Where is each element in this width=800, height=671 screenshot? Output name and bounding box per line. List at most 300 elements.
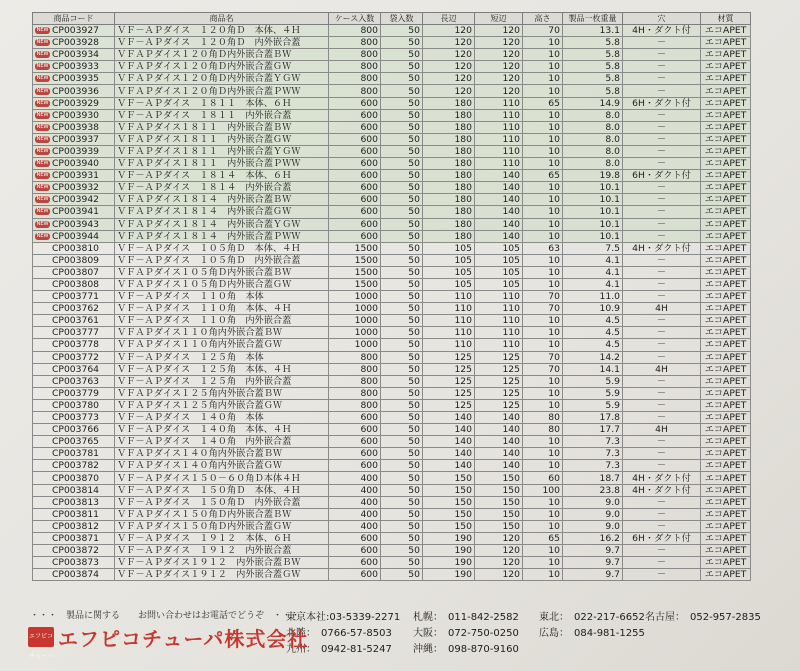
table-row (33, 73, 751, 85)
product-code: CP003873 (52, 557, 100, 569)
cell-name: ＶＦＡＰダイス１８１１ 内外嵌合蓋ＰＷＷ (115, 158, 329, 170)
cell-name: ＶＦＡＰダイス１８１４ 内外嵌合蓋ＧＷ (115, 206, 329, 218)
new-badge: NEW (36, 232, 49, 239)
header-material: 材質 (701, 13, 751, 25)
new-badge: NEW (36, 160, 49, 167)
table-row (33, 49, 751, 61)
cell-bag-qty: 50 (381, 278, 423, 290)
cell-code (33, 194, 115, 206)
cell-short-side: 125 (475, 351, 523, 363)
cell-long-side: 180 (423, 145, 475, 157)
cell-code (33, 206, 115, 218)
cell-case-qty: 800 (329, 73, 381, 85)
cell-holes: － (623, 557, 701, 569)
table-row (33, 545, 751, 557)
product-code: CP003814 (52, 484, 100, 496)
cell-name: ＶＦ－ＡＰダイス１５０－６０角Ｄ本体４Ｈ (115, 472, 329, 484)
cell-long-side: 180 (423, 170, 475, 182)
cell-case-qty: 600 (329, 412, 381, 424)
table-row (33, 37, 751, 49)
cell-code (33, 73, 115, 85)
table-row (33, 436, 751, 448)
cell-name: ＶＦ－ＡＰダイス １５０角Ｄ 内外嵌合蓋 (115, 496, 329, 508)
cell-bag-qty: 50 (381, 496, 423, 508)
cell-code (33, 158, 115, 170)
table-row (33, 460, 751, 472)
cell-case-qty: 600 (329, 424, 381, 436)
cell-code (33, 399, 115, 411)
cell-short-side: 105 (475, 278, 523, 290)
cell-short-side: 140 (475, 412, 523, 424)
cell-weight: 14.1 (563, 363, 623, 375)
cell-short-side: 140 (475, 170, 523, 182)
table-body (33, 25, 751, 581)
cell-short-side: 140 (475, 424, 523, 436)
cell-material: エコAPET (701, 37, 751, 49)
phone-osaka: 大阪： 072-750-0250 (413, 628, 519, 639)
product-code: CP003761 (52, 315, 100, 327)
cell-height: 10 (523, 557, 563, 569)
header-product-code: 商品コード (33, 13, 115, 25)
cell-long-side: 180 (423, 121, 475, 133)
cell-height: 10 (523, 133, 563, 145)
cell-weight: 5.8 (563, 61, 623, 73)
cell-height: 80 (523, 412, 563, 424)
cell-height: 10 (523, 194, 563, 206)
cell-weight: 5.8 (563, 85, 623, 97)
cell-long-side: 190 (423, 545, 475, 557)
cell-name: ＶＦ－ＡＰダイス １５０角Ｄ 本体、４Ｈ (115, 484, 329, 496)
cell-weight: 5.9 (563, 399, 623, 411)
cell-name: ＶＦ－ＡＰダイス １４０角 本体 (115, 412, 329, 424)
product-code: CP003943 (52, 218, 100, 230)
product-code: CP003781 (52, 448, 100, 460)
cell-code (33, 363, 115, 375)
cell-short-side: 140 (475, 206, 523, 218)
cell-name: ＶＦＡＰダイス１８１１ 内外嵌合蓋ＹＧＷ (115, 145, 329, 157)
cell-code (33, 109, 115, 121)
cell-material: エコAPET (701, 61, 751, 73)
cell-code (33, 412, 115, 424)
cell-short-side: 125 (475, 375, 523, 387)
cell-short-side: 150 (475, 472, 523, 484)
cell-weight: 14.9 (563, 97, 623, 109)
cell-holes: － (623, 230, 701, 242)
cell-height: 10 (523, 339, 563, 351)
cell-name: ＶＦ－ＡＰダイス１９１２ 内外嵌合蓋ＢＷ (115, 557, 329, 569)
cell-weight: 7.3 (563, 436, 623, 448)
cell-material: エコAPET (701, 484, 751, 496)
cell-bag-qty: 50 (381, 170, 423, 182)
cell-material: エコAPET (701, 145, 751, 157)
cell-material: エコAPET (701, 375, 751, 387)
cell-bag-qty: 50 (381, 242, 423, 254)
cell-weight: 8.0 (563, 121, 623, 133)
new-badge: NEW (36, 27, 49, 34)
cell-holes: 4H (623, 363, 701, 375)
product-code: CP003927 (52, 25, 100, 37)
cell-height: 10 (523, 145, 563, 157)
cell-name: ＶＦＡＰダイス１１０角内外嵌合蓋ＢＷ (115, 327, 329, 339)
cell-code (33, 303, 115, 315)
new-badge: NEW (36, 99, 49, 106)
product-code: CP003871 (52, 532, 100, 544)
cell-case-qty: 800 (329, 37, 381, 49)
cell-name: ＶＦ－ＡＰダイス １８１４ 内外嵌合蓋 (115, 182, 329, 194)
table-header-row (33, 13, 751, 25)
cell-weight: 5.8 (563, 73, 623, 85)
cell-holes: － (623, 254, 701, 266)
cell-height: 10 (523, 569, 563, 581)
cell-weight: 10.1 (563, 182, 623, 194)
cell-bag-qty: 50 (381, 412, 423, 424)
cell-name: ＶＦＡＰダイス１２５角内外嵌合蓋ＢＷ (115, 387, 329, 399)
table-row (33, 496, 751, 508)
cell-weight: 10.1 (563, 194, 623, 206)
product-code: CP003812 (52, 520, 100, 532)
cell-case-qty: 600 (329, 121, 381, 133)
cell-height: 10 (523, 278, 563, 290)
cell-bag-qty: 50 (381, 520, 423, 532)
cell-material: エコAPET (701, 303, 751, 315)
new-badge: NEW (36, 220, 49, 227)
cell-short-side: 110 (475, 121, 523, 133)
cell-bag-qty: 50 (381, 460, 423, 472)
cell-long-side: 110 (423, 291, 475, 303)
cell-height: 10 (523, 230, 563, 242)
cell-long-side: 190 (423, 532, 475, 544)
cell-holes: － (623, 291, 701, 303)
cell-code (33, 460, 115, 472)
cell-material: エコAPET (701, 472, 751, 484)
cell-name: ＶＦ－ＡＰダイス １０５角Ｄ 内外嵌合蓋 (115, 254, 329, 266)
cell-long-side: 150 (423, 484, 475, 496)
table-row (33, 532, 751, 544)
cell-height: 70 (523, 351, 563, 363)
cell-long-side: 150 (423, 508, 475, 520)
cell-code (33, 569, 115, 581)
cell-long-side: 190 (423, 569, 475, 581)
cell-code (33, 545, 115, 557)
cell-height: 10 (523, 327, 563, 339)
cell-material: エコAPET (701, 85, 751, 97)
cell-holes: － (623, 508, 701, 520)
cell-case-qty: 600 (329, 569, 381, 581)
cell-code (33, 339, 115, 351)
cell-name: ＶＦ－ＡＰダイス １８１１ 本体、６Ｈ (115, 97, 329, 109)
cell-name: ＶＦＡＰダイス１２０角Ｄ内外嵌合蓋ＰＷＷ (115, 85, 329, 97)
table-row (33, 520, 751, 532)
cell-holes: － (623, 218, 701, 230)
cell-name: ＶＦ－ＡＰダイス １２５角 本体、４Ｈ (115, 363, 329, 375)
cell-height: 10 (523, 37, 563, 49)
cell-short-side: 140 (475, 230, 523, 242)
cell-weight: 8.0 (563, 158, 623, 170)
cell-long-side: 105 (423, 242, 475, 254)
header-height: 高さ (523, 13, 563, 25)
cell-material: エコAPET (701, 182, 751, 194)
cell-short-side: 150 (475, 508, 523, 520)
table-row (33, 339, 751, 351)
cell-height: 10 (523, 182, 563, 194)
cell-bag-qty: 50 (381, 230, 423, 242)
new-badge: NEW (36, 147, 49, 154)
cell-weight: 14.2 (563, 351, 623, 363)
cell-material: エコAPET (701, 73, 751, 85)
cell-code (33, 170, 115, 182)
table-row (33, 448, 751, 460)
cell-holes: － (623, 545, 701, 557)
cell-name: ＶＦＡＰダイス１８１４ 内外嵌合蓋ＹＧＷ (115, 218, 329, 230)
header-long-side: 長辺 (423, 13, 475, 25)
cell-bag-qty: 50 (381, 436, 423, 448)
header-bag-qty: 袋入数 (381, 13, 423, 25)
cell-holes: 4H・ダクト付 (623, 25, 701, 37)
cell-short-side: 110 (475, 145, 523, 157)
cell-short-side: 120 (475, 557, 523, 569)
table-row (33, 254, 751, 266)
product-code: CP003936 (52, 85, 100, 97)
cell-case-qty: 800 (329, 387, 381, 399)
cell-weight: 9.7 (563, 569, 623, 581)
cell-weight: 8.0 (563, 109, 623, 121)
cell-holes: － (623, 448, 701, 460)
cell-case-qty: 800 (329, 363, 381, 375)
cell-holes: － (623, 206, 701, 218)
cell-bag-qty: 50 (381, 303, 423, 315)
cell-short-side: 105 (475, 242, 523, 254)
product-code: CP003934 (52, 49, 100, 61)
cell-long-side: 110 (423, 315, 475, 327)
cell-short-side: 150 (475, 496, 523, 508)
cell-bag-qty: 50 (381, 545, 423, 557)
product-code: CP003780 (52, 399, 100, 411)
cell-holes: － (623, 85, 701, 97)
product-code: CP003808 (52, 279, 100, 291)
cell-weight: 8.0 (563, 145, 623, 157)
cell-long-side: 110 (423, 339, 475, 351)
cell-long-side: 140 (423, 460, 475, 472)
table-row (33, 399, 751, 411)
cell-long-side: 125 (423, 363, 475, 375)
cell-code (33, 218, 115, 230)
cell-short-side: 110 (475, 97, 523, 109)
cell-holes: 6H・ダクト付 (623, 97, 701, 109)
cell-long-side: 180 (423, 109, 475, 121)
cell-long-side: 125 (423, 399, 475, 411)
product-code: CP003929 (52, 97, 100, 109)
cell-height: 10 (523, 121, 563, 133)
cell-weight: 16.2 (563, 532, 623, 544)
product-code: CP003809 (52, 254, 100, 266)
cell-name: ＶＦ－ＡＰダイス １１０角 本体 (115, 291, 329, 303)
cell-case-qty: 600 (329, 170, 381, 182)
cell-bag-qty: 50 (381, 327, 423, 339)
table-row (33, 351, 751, 363)
cell-name: ＶＦ－ＡＰダイス １０５角Ｄ 本体、４Ｈ (115, 242, 329, 254)
table-row (33, 557, 751, 569)
cell-name: ＶＦ－ＡＰダイス １４０角 内外嵌合蓋 (115, 436, 329, 448)
cell-holes: － (623, 327, 701, 339)
cell-long-side: 125 (423, 387, 475, 399)
cell-long-side: 105 (423, 266, 475, 278)
cell-case-qty: 1500 (329, 278, 381, 290)
new-badge: NEW (36, 172, 49, 179)
cell-short-side: 150 (475, 520, 523, 532)
header-holes: 穴 (623, 13, 701, 25)
cell-holes: － (623, 158, 701, 170)
table-row (33, 424, 751, 436)
cell-height: 10 (523, 387, 563, 399)
cell-height: 10 (523, 315, 563, 327)
cell-bag-qty: 50 (381, 315, 423, 327)
product-code: CP003931 (52, 170, 100, 182)
cell-material: エコAPET (701, 158, 751, 170)
product-code: CP003870 (52, 472, 100, 484)
cell-bag-qty: 50 (381, 363, 423, 375)
cell-weight: 4.1 (563, 254, 623, 266)
cell-short-side: 120 (475, 569, 523, 581)
cell-name: ＶＦ－ＡＰダイス １９１２ 本体、６Ｈ (115, 532, 329, 544)
cell-code (33, 375, 115, 387)
cell-case-qty: 400 (329, 508, 381, 520)
cell-material: エコAPET (701, 97, 751, 109)
cell-material: エコAPET (701, 25, 751, 37)
cell-code (33, 97, 115, 109)
cell-name: ＶＦ－ＡＰダイス １２５角 本体 (115, 351, 329, 363)
cell-material: エコAPET (701, 520, 751, 532)
cell-bag-qty: 50 (381, 291, 423, 303)
cell-height: 10 (523, 61, 563, 73)
cell-short-side: 110 (475, 291, 523, 303)
cell-name: ＶＦＡＰダイス１８１１ 内外嵌合蓋ＢＷ (115, 121, 329, 133)
cell-code (33, 291, 115, 303)
cell-case-qty: 600 (329, 158, 381, 170)
product-code: CP003811 (52, 508, 100, 520)
cell-height: 10 (523, 520, 563, 532)
cell-short-side: 110 (475, 315, 523, 327)
cell-material: エコAPET (701, 254, 751, 266)
cell-bag-qty: 50 (381, 145, 423, 157)
table-row (33, 363, 751, 375)
cell-long-side: 190 (423, 557, 475, 569)
cell-case-qty: 1000 (329, 291, 381, 303)
cell-code (33, 327, 115, 339)
cell-code (33, 351, 115, 363)
product-code: CP003813 (52, 496, 100, 508)
cell-material: エコAPET (701, 121, 751, 133)
cell-weight: 19.8 (563, 170, 623, 182)
cell-short-side: 120 (475, 73, 523, 85)
cell-long-side: 180 (423, 218, 475, 230)
cell-long-side: 150 (423, 472, 475, 484)
table-row (33, 387, 751, 399)
cell-height: 10 (523, 109, 563, 121)
cell-weight: 4.1 (563, 266, 623, 278)
cell-material: エコAPET (701, 399, 751, 411)
table-row (33, 472, 751, 484)
cell-case-qty: 600 (329, 218, 381, 230)
cell-height: 70 (523, 25, 563, 37)
cell-long-side: 120 (423, 85, 475, 97)
cell-long-side: 140 (423, 436, 475, 448)
cell-weight: 9.7 (563, 545, 623, 557)
cell-weight: 8.0 (563, 133, 623, 145)
cell-holes: 4H・ダクト付 (623, 472, 701, 484)
company-logo: エフピコチューパ (28, 627, 54, 647)
cell-short-side: 140 (475, 218, 523, 230)
table-row (33, 278, 751, 290)
cell-holes: 4H・ダクト付 (623, 242, 701, 254)
product-code: CP003777 (52, 327, 100, 339)
cell-code (33, 25, 115, 37)
cell-holes: － (623, 61, 701, 73)
cell-name: ＶＦ－ＡＰダイス １９１２ 内外嵌合蓋 (115, 545, 329, 557)
cell-height: 10 (523, 206, 563, 218)
cell-short-side: 110 (475, 109, 523, 121)
cell-short-side: 125 (475, 399, 523, 411)
table-row (33, 109, 751, 121)
cell-weight: 7.3 (563, 460, 623, 472)
cell-material: エコAPET (701, 206, 751, 218)
cell-material: エコAPET (701, 496, 751, 508)
phone-nagoya: 名古屋： 052-957-2835 (645, 612, 761, 623)
cell-holes: － (623, 569, 701, 581)
cell-short-side: 105 (475, 254, 523, 266)
cell-holes: － (623, 460, 701, 472)
cell-bag-qty: 50 (381, 206, 423, 218)
cell-case-qty: 1000 (329, 339, 381, 351)
new-badge: NEW (36, 123, 49, 130)
product-code: CP003928 (52, 37, 100, 49)
cell-height: 65 (523, 97, 563, 109)
cell-long-side: 140 (423, 448, 475, 460)
cell-bag-qty: 50 (381, 37, 423, 49)
table-row (33, 508, 751, 520)
cell-name: ＶＦ－ＡＰダイス １２５角 内外嵌合蓋 (115, 375, 329, 387)
table-row (33, 133, 751, 145)
cell-case-qty: 600 (329, 436, 381, 448)
cell-weight: 5.8 (563, 37, 623, 49)
product-code: CP003773 (52, 412, 100, 424)
cell-holes: － (623, 133, 701, 145)
cell-case-qty: 600 (329, 532, 381, 544)
cell-bag-qty: 50 (381, 399, 423, 411)
table-row (33, 315, 751, 327)
table-row (33, 291, 751, 303)
cell-case-qty: 400 (329, 484, 381, 496)
cell-bag-qty: 50 (381, 49, 423, 61)
cell-bag-qty: 50 (381, 254, 423, 266)
cell-weight: 18.7 (563, 472, 623, 484)
cell-case-qty: 800 (329, 399, 381, 411)
cell-weight: 5.9 (563, 375, 623, 387)
product-code: CP003778 (52, 339, 100, 351)
cell-material: エコAPET (701, 351, 751, 363)
cell-height: 10 (523, 85, 563, 97)
cell-height: 10 (523, 218, 563, 230)
cell-name: ＶＦＡＰダイス１４０角内外嵌合蓋ＧＷ (115, 460, 329, 472)
cell-case-qty: 1000 (329, 303, 381, 315)
table-row (33, 182, 751, 194)
cell-code (33, 557, 115, 569)
table-row (33, 569, 751, 581)
table-row (33, 158, 751, 170)
new-badge: NEW (36, 135, 49, 142)
cell-case-qty: 1000 (329, 327, 381, 339)
cell-case-qty: 600 (329, 182, 381, 194)
cell-bag-qty: 50 (381, 266, 423, 278)
